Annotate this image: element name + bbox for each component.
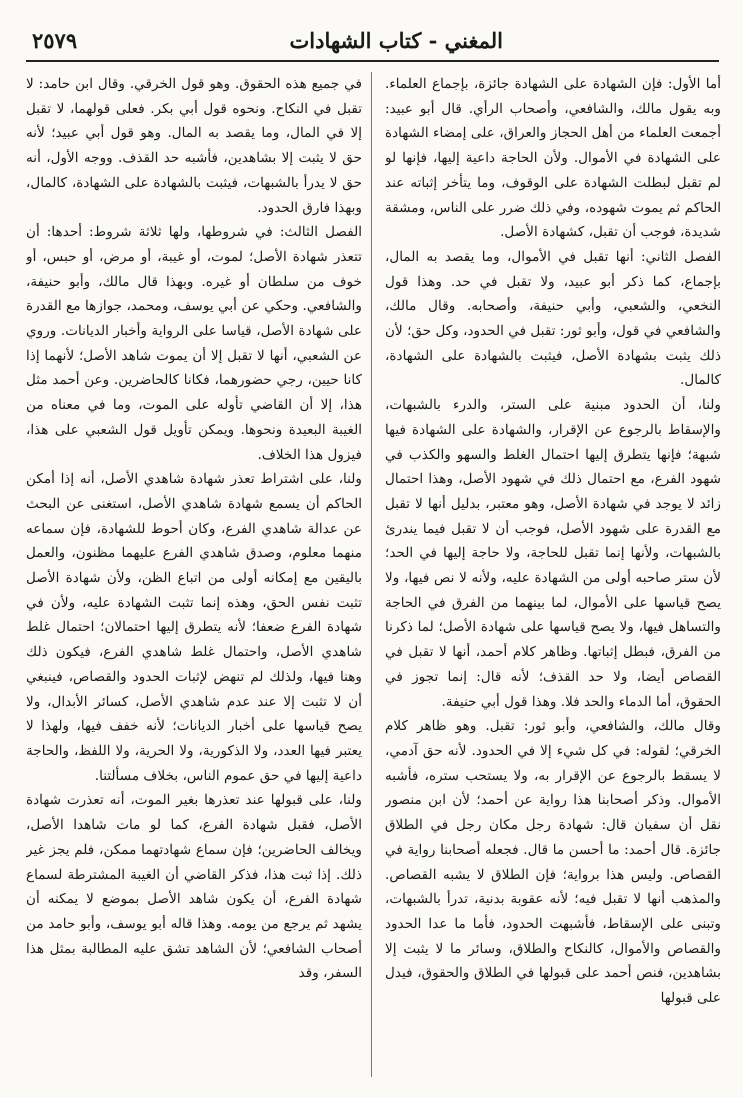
right-text-column xyxy=(385,72,721,1082)
paragraph: ولنا، على قبولها عند تعذرها بغير الموت، أنه تعذرت شهادة الأصل، فقبل شهادة الفرع، كما لو مات شاهدا الأصل، ويخالف الحاضرين؛ فإن سماع شهادتهما ممكن، فلم يجز غير ذلك. إذا ثبت هذا، فذكر القاضي أن الغيبة المشترطة لسماع شهادة الفرع، أن يكون شاهد الأصل بموضع لا يمكنه أن يشهد ثم يرجع من يومه. وهذا قاله أبو يوسف، وأبو حامد من أصحاب الشافعي؛ لأن الشاهد تشق عليه المطالبة بمثل هذا السفر، وقد xyxy=(26,792,362,982)
paragraph: وقال مالك، والشافعي، وأبو ثور: تقبل. وهو ظاهر كلام الخرقي؛ لقوله: في كل شيء إلا في الحدود. لأنه حق آدمي، لا يسقط بالرجوع عن الإقرار به، ولا يستحب ستره، فأشبه الأموال. وذكر أصحابنا هذا رواية عن أحمد؛ لأن ابن منصور نقل أن سفيان قال: شهادة رجل مكان رجل في الطلاق جائزة. قال أحمد: ما أحسن ما قال. فجعله أصحابنا رواية في القصاص. وليس هذا برواية؛ فإن الطلاق لا يشبه القصاص. والمذهب أنها لا تقبل فيه؛ لأنه عقوبة بدنية، تدرأ بالشبهات، وتبنى على الإسقاط، فأشبهت الحدود، فأما ما عدا الحدود والقصاص والأموال، كالنكاح والطلاق، وسائر ما لا يثبت إلا بشاهدين، فنص أحمد على قبولها في الطلاق والحقوق، فيدل على قبولها xyxy=(385,718,721,1007)
running-title: المغني - كتاب الشهادات xyxy=(289,28,503,53)
paragraph: ولنا، على اشتراط تعذر شهادة شاهدي الأصل، أنه إذا أمكن الحاكم أن يسمع شهادة شاهدي الأصل، استغنى عن البحث عن عدالة شاهدي الفرع، وكان أحوط للشهادة، فإن سماعه منهما معلوم، وصدق شاهدي الفرع عليهما مظنون، والعمل باليقين مع إمكانه أولى من اتباع الظن، ولأن شهادة الأصل تثبت نفس الحق، وهذه إنما تثبت الشهادة عليه، ولأن في شهادة الفرع ضعفا؛ لأنه يتطرق إليها احتمالان؛ احتمال غلط شاهدي الأصل، واحتمال غلط شاهدي الفرع، فيكون ذلك وهنا فيها، ولذلك لم تنهض لإثبات الحدود والقصاص، فينبغي أن لا تثبت إلا عند عدم شاهدي الأصل، كسائر الأبدال، ولا يصح قياسها على أخبار الديانات؛ لأنه خفف فيها، ولهذا لا يعتبر فيها العدد، ولا الذكورية، ولا الحرية، ولا اللفظ، والحاجة داعية إليها في حق عموم الناس، بخلاف مسألتنا. xyxy=(26,471,362,784)
page-number: ٢٥٧٩ xyxy=(32,28,78,53)
paragraph: أما الأول: فإن الشهادة على الشهادة جائزة، بإجماع العلماء. وبه يقول مالك، والشافعي، وأصحاب الرأي. قال أبو عبيد: أجمعت العلماء من أهل الحجاز والعراق، على إمضاء الشهادة على الشهادة في الأموال. ولأن الحاجة داعية إليها، فإنها لو لم تقبل لبطلت الشهادة على الوقوف، وما يتأخر إثباته عند الحاكم ثم يموت شهوده، وفي ذلك ضرر على الناس، ومشقة شديدة، فوجب أن تقبل، كشهادة الأصل. xyxy=(385,76,721,241)
left-text-column xyxy=(26,72,362,1082)
paragraph: الفصل الثالث: في شروطها، ولها ثلاثة شروط: أحدها: أن تتعذر شهادة الأصل؛ لموت، أو غيبة، أو مرض، أو حبس، أو خوف من سلطان أو غيره. وبهذا قال مالك، وأبو حنيفة، والشافعي. وحكي عن أبي يوسف، ومحمد، جوازها مع القدرة على شهادة الأصل، قياسا على الرواية وأخبار الديانات. وروي عن الشعبي، أنها لا تقبل إلا أن يموت شاهد الأصل؛ لأنهما إذا كانا حيين، رجي حضورهما، فكانا كالحاضرين. وعن أحمد مثل هذا، إلا أن القاضي تأوله على الموت، وما في معناه من الغيبة البعيدة ونحوها. ويمكن تأويل قول الشعبي على هذا، فيزول هذا الخلاف. xyxy=(26,224,362,463)
paragraph: في جميع هذه الحقوق. وهو قول الخرقي. وقال ابن حامد: لا تقبل في النكاح. ونحوه قول أبي بكر. فعلى قولهما، لا تقبل إلا في المال، وما يقصد به المال. وهو قول أبي عبيد؛ لأنه حق لا يثبت إلا بشاهدين، فأشبه حد القذف. ووجه الأول، أنه حق لا يدرأ بالشبهات، فيثبت بالشهادة على الشهادة، كالمال، وبهذا فارق الحدود. xyxy=(26,76,362,216)
column-divider xyxy=(371,72,372,1077)
paragraph: ولنا، أن الحدود مبنية على الستر، والدرء بالشبهات، والإسقاط بالرجوع عن الإقرار، والشهادة على الشهادة فيها شبهة؛ فإنها يتطرق إليها احتمال الغلط والسهو والكذب في شهود الفرع، مع احتمال ذلك في شهود الأصل، وهذا احتمال زائد لا يوجد في شهادة الأصل، وهو معتبر، بدليل أنها لا تقبل مع القدرة على شهود الأصل، فوجب أن لا تقبل فيما يندرئ بالشبهات، ولأنها إنما تقبل للحاجة، ولا حاجة إليها في الحد؛ لأن ستر صاحبه أولى من الشهادة عليه، ولأنه لا نص فيها، ولا يصح قياسها على الأموال، لما بينهما من الفرق في الحاجة والتساهل فيها، ولا يصح قياسها على شهادة الأصل؛ لما ذكرنا من الفرق، فبطل إثباتها. وظاهر كلام أحمد، أنها لا تقبل في القصاص أيضا، ولا حد القذف؛ لأنه قال: إنما تجوز في الحقوق، أما الدماء والحد فلا. وهذا قول أبي حنيفة. xyxy=(385,397,721,710)
paragraph: الفصل الثاني: أنها تقبل في الأموال، وما يقصد به المال، بإجماع، كما ذكر أبو عبيد، ولا تقبل في حد. وهذا قول النخعي، والشعبي، وأبي حنيفة، وأصحابه. وقال مالك، والشافعي في قول، وأبو ثور: تقبل في الحدود، وكل حق؛ لأن ذلك يثبت بشهادة الأصل، فيثبت بالشهادة على الشهادة، كالمال. xyxy=(385,248,721,389)
page-header xyxy=(26,26,719,62)
